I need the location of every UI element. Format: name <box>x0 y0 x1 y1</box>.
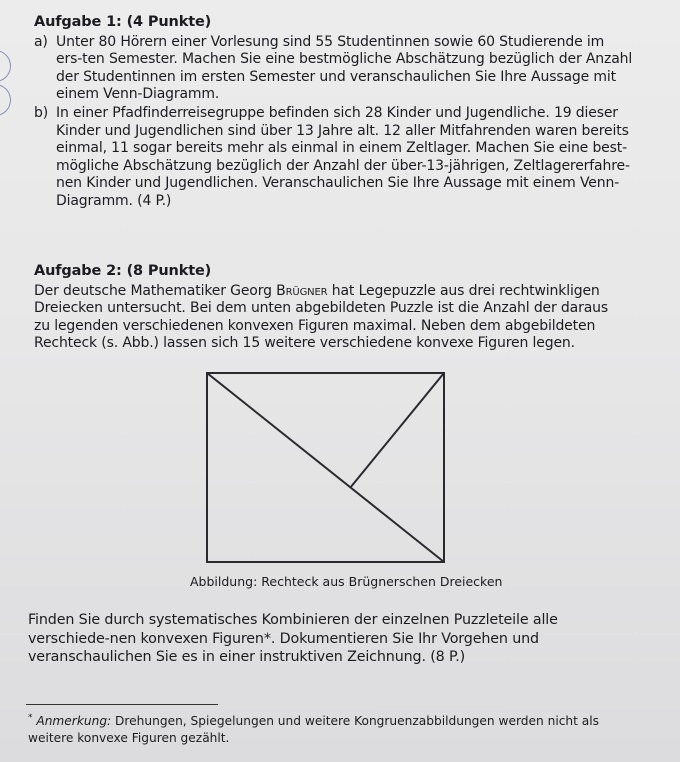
task1-b-label: b) <box>34 104 49 121</box>
figure-caption: Abbildung: Rechteck aus Brügnerschen Dreiecken <box>190 574 503 589</box>
binder-ring-mark <box>0 50 11 82</box>
task2-intro-start: Der deutsche Mathematiker Georg <box>34 282 272 299</box>
task2-intro <box>34 283 624 353</box>
footnote <box>28 710 638 747</box>
task1-a-label: a) <box>34 33 48 50</box>
footnote-label: Anmerkung: <box>36 714 112 729</box>
puzzle-rectangle-figure <box>206 372 446 566</box>
height-line <box>350 373 444 488</box>
footnote-marker: * <box>28 713 33 723</box>
task2-section <box>34 263 624 353</box>
diagonal-line <box>207 373 444 562</box>
task1-a-text: Unter 80 Hörern einer Vorlesung sind 55 Studentinnen sowie 60 Studierende im ers-ten Semester. Machen Sie eine bestmögliche Abschätzung bezüglich der Anzahl der Studentinnen im ersten Semester und veranschaulichen Sie Ihre Aussage mit einem Venn-Diagramm. <box>56 33 633 103</box>
binder-ring-mark <box>0 84 11 116</box>
task1-b-text: In einer Pfadfinderreisegruppe befinden sich 28 Kinder und Jugendliche. 19 dieser Kinder und Jugendlichen sind über 13 Jahre alt. 12 aller Mitfahrenden waren bereits einmal, 11 sogar bereits mehr als einmal in einem Zeltlager. Machen Sie eine best-mögliche Abschätzung bezüglich der Anzahl der über-13-jährigen, Zeltlagererfahre-nen Kinder und Jugendlichen. Veranschaulichen Sie Ihre Aussage mit einem Venn-Diagramm. (4 P.) <box>56 104 630 209</box>
task1-section <box>34 14 634 211</box>
task1-title: Aufgabe 1: (4 Punkte) <box>34 14 212 30</box>
footnote-separator <box>26 704 218 705</box>
task1-part-a <box>34 34 634 104</box>
task2-title: Aufgabe 2: (8 Punkte) <box>34 263 212 279</box>
mathematician-name: Brügner <box>276 282 328 299</box>
task2-intro-rest: hat Legepuzzle aus drei rechtwinkligen Dreiecken untersucht. Bei dem unten abgebildeten Puzzle ist die Anzahl der daraus zu legenden verschiedenen konvexen Figuren maximal. Neben dem abgebildeten Rechteck (s. Abb.) lassen sich 15 weitere verschiedene konvexe Figuren legen. <box>34 282 608 352</box>
footnote-text: Drehungen, Spiegelungen und weitere Kongruenzabbildungen werden nicht als weitere konvexe Figuren gezählt. <box>28 714 599 746</box>
task1-part-b <box>34 105 634 211</box>
task2-instruction: Finden Sie durch systematisches Kombinieren der einzelnen Puzzleteile alle verschiede-nen konvexen Figuren*. Dokumentieren Sie Ihr Vorgehen und veranschaulichen Sie es in einer instruktiven Zeichnung. (8 P.) <box>28 612 558 665</box>
